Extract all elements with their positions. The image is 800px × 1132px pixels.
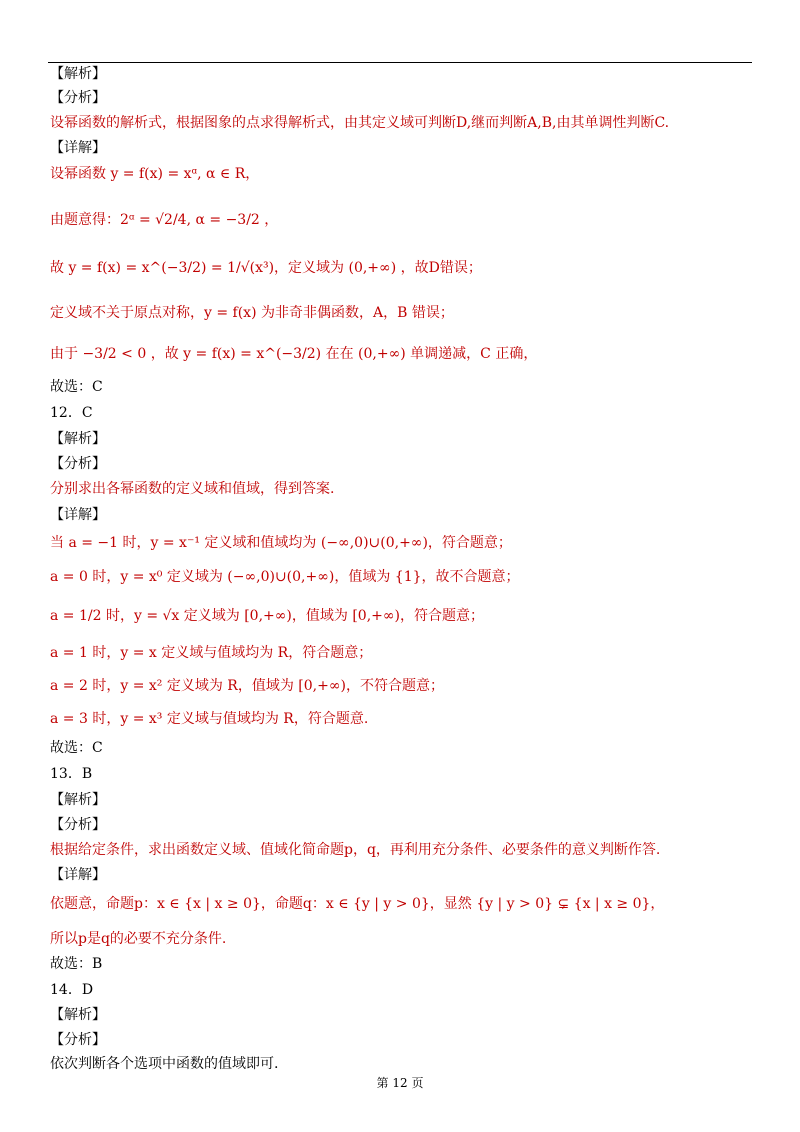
analysis-text: 设幂函数的解析式，根据图象的点求得解析式，由其定义域可判断D,继而判断A,B,由其单调性判断C. [50,115,670,131]
analysis-text: 根据给定条件，求出函数定义域、值域化简命题p，q，再利用充分条件、必要条件的意义判断作答. [50,842,661,858]
answer-line: 故选：B [50,956,103,972]
question-number: 13．B [50,766,93,782]
question-number: 12．C [50,405,93,421]
section-fenxi: 【分析】 [50,817,106,833]
solution-line: a = 0 时，y = x⁰ 定义域为 (−∞,0)∪(0,+∞)，值域为 {1}，故不合题意； [50,569,520,585]
solution-line: 所以p是q的必要不充分条件. [50,931,227,947]
section-xiangjie: 【详解】 [50,867,106,883]
section-fenxi: 【分析】 [50,90,106,106]
solution-line: 依题意，命题p：x ∈ {x | x ≥ 0}，命题q：x ∈ {y | y > 0}，显然 {y | y > 0} ⊊ {x | x ≥ 0}， [50,896,665,912]
solution-line: 当 a = −1 时，y = x⁻¹ 定义域和值域均为 (−∞,0)∪(0,+∞)，符合题意； [50,535,512,551]
solution-line: a = 1 时，y = x 定义域与值域均为 R，符合题意； [50,645,373,661]
answer-line: 故选：C [50,740,103,756]
solution-line: 由题意得：2ᵅ = √2/4, α = −3/2 ， [50,212,279,228]
solution-line: a = 2 时，y = x² 定义域为 R，值域为 [0,+∞)，不符合题意； [50,678,444,694]
section-jiexi: 【解析】 [50,431,106,447]
section-xiangjie: 【详解】 [50,140,106,156]
solution-line: 定义域不关于原点对称，y = f(x) 为非奇非偶函数，A，B 错误； [50,305,454,321]
answer-line: 故选：C [50,379,103,395]
solution-line: a = 1/2 时，y = √x 定义域为 [0,+∞)，值域为 [0,+∞)，符合题意； [50,608,485,624]
section-fenxi: 【分析】 [50,1032,106,1048]
section-jiexi: 【解析】 [50,792,106,808]
analysis-text: 分别求出各幂函数的定义域和值域，得到答案. [50,481,335,497]
section-xiangjie: 【详解】 [50,507,106,523]
page-number: 第 12 页 [376,1076,424,1090]
header-rule [48,62,752,63]
solution-line: 设幂函数 y = f(x) = xᵅ, α ∈ R， [50,166,260,182]
analysis-text: 依次判断各个选项中函数的值域即可. [50,1056,279,1072]
section-jiexi: 【解析】 [50,66,106,82]
question-number: 14．D [50,982,94,998]
solution-line: 由于 −3/2 < 0 ，故 y = f(x) = x^(−3/2) 在在 (0,+∞) 单调递减，C 正确， [50,346,538,362]
solution-line: a = 3 时，y = x³ 定义域与值域均为 R，符合题意. [50,711,369,727]
section-fenxi: 【分析】 [50,456,106,472]
solution-line: 故 y = f(x) = x^(−3/2) = 1/√(x³)，定义域为 (0,+∞) ，故D错误； [50,260,482,276]
section-jiexi: 【解析】 [50,1007,106,1023]
